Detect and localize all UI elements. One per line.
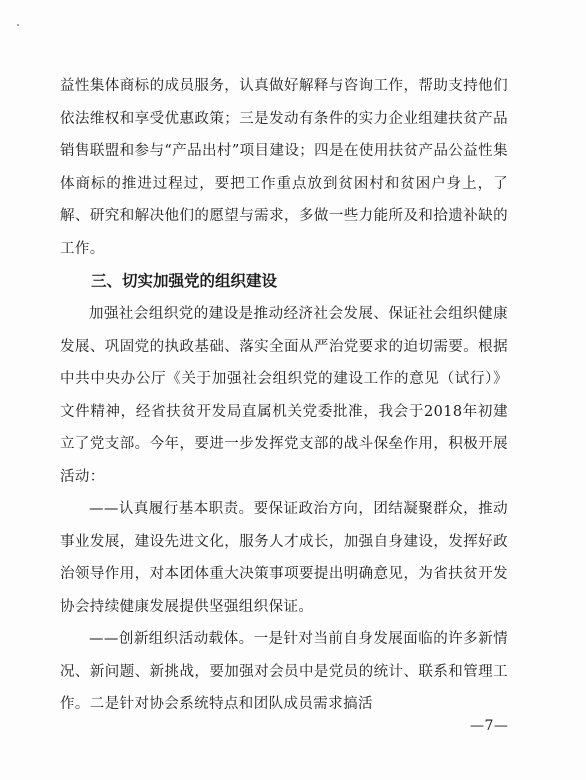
document-body <box>60 70 508 721</box>
scan-speck <box>17 24 19 26</box>
party-intro-paragraph: 加强社会组织党的建设是推动经济社会发展、保证社会组织健康发展、巩固党的执政基础、落实全面从严治党要求的迫切需要。根据中共中央办公厅《关于加强社会组织党的建设工作的意见（试行）》文件精神，经省扶贫开发局直属机关党委批准，我会于2018年初建立了党支部。今年，要进一步发挥党支部的战斗保垒作用，积极开展活动： <box>60 306 508 485</box>
duty-paragraph <box>60 493 508 623</box>
carrier-text: 一是针对当前自身发展面临的许多新情况、新问题、新挑战，要加强对会员中是党员的统计、联系和管理工作。二是针对协会系统特点和团队成员需求搞活 <box>60 631 508 712</box>
carrier-paragraph <box>60 623 508 721</box>
duty-lead: ——认真履行基本职责。 <box>89 501 254 517</box>
continuation-paragraph: 益性集体商标的成员服务，认真做好解释与咨询工作，帮助支持他们依法维权和享受优惠政策；三是发动有条件的实力企业组建扶贫产品销售联盟和参与“产品出村”项目建设；四是在使用扶贫产品公益性集体商标的推进过程过，要把工作重点放到贫困村和贫困户身上，了解、研究和解决他们的愿望与需求，多做一些力能所及和拾遗补缺的工作。 <box>60 78 508 257</box>
duty-text: 要保证政治方向，团结凝聚群众，推动事业发展，建设先进文化，服务人才成长，加强自身建设，发挥好政治领导作用，对本团体重大决策事项要提出明确意见，为省扶贫开发协会持续健康发展提供坚强组织保证。 <box>60 501 508 615</box>
page-number: —7— <box>470 718 509 734</box>
section-heading: 三、切实加强党的组织建设 <box>91 272 278 290</box>
carrier-lead: ——创新组织活动载体。 <box>89 631 254 647</box>
